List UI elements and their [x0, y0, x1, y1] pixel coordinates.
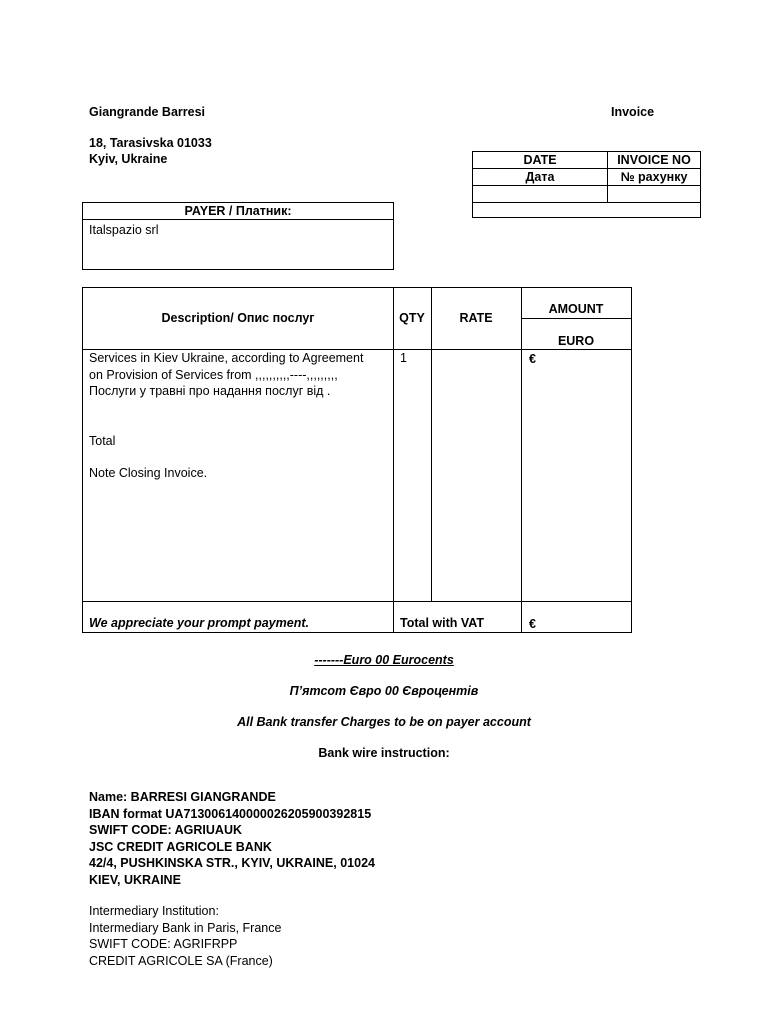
invoice-title: Invoice	[611, 105, 655, 119]
sender-block	[89, 104, 212, 168]
payer-header: PAYER / Платник:	[83, 203, 393, 220]
bank-details	[89, 789, 375, 888]
payer-box	[82, 202, 394, 270]
date-value	[473, 186, 608, 203]
amount-notes	[0, 652, 768, 776]
bank-detail-line: SWIFT CODE: AGRIUAUK	[89, 823, 242, 837]
bank-detail-line: Name: BARRESI GIANGRANDE	[89, 790, 276, 804]
invoice-no-value	[608, 186, 700, 203]
rate-header: RATE	[459, 311, 493, 325]
bank-detail-line: KIEV, UKRAINE	[89, 872, 181, 887]
bank-detail-line: IBAN format UA713006140000026205900392815	[89, 806, 372, 821]
date-header-en: DATE	[473, 152, 608, 169]
total-label: Total	[89, 433, 116, 448]
intermediary-line: Intermediary Bank in Paris, France	[89, 920, 282, 935]
intermediary-line: CREDIT AGRICOLE SA (France)	[89, 953, 273, 968]
description-line: Services in Kiev Ukraine, according to Agreement	[89, 351, 364, 365]
invoice-meta-table	[472, 151, 701, 218]
qty-header: QTY	[399, 311, 425, 325]
column-divider	[393, 288, 394, 632]
service-description	[89, 350, 363, 482]
column-divider	[431, 288, 432, 601]
description-line: Послуги у травні про надання послуг від .	[89, 384, 331, 398]
bank-wire-title: Bank wire instruction:	[318, 746, 450, 760]
amount-in-words-en: -------Euro 00 Eurocents	[314, 653, 454, 667]
sender-address-line2: Kyiv, Ukraine	[89, 152, 168, 166]
total-with-vat-label: Total with VAT	[400, 616, 485, 630]
bank-detail-line: JSC CREDIT AGRICOLE BANK	[89, 839, 272, 854]
date-header-ua: Дата	[473, 169, 608, 186]
description-line: on Provision of Services from ,,,,,,,,,,----,,,,,,,,,	[89, 367, 338, 382]
sender-address-line1: 18, Tarasivska 01033	[89, 135, 212, 150]
bank-detail-line: 42/4, PUSHKINSKA STR., KYIV, UKRAINE, 01024	[89, 856, 375, 870]
amount-header: AMOUNT	[548, 302, 604, 316]
intermediary-line: SWIFT CODE: AGRIFRPP	[89, 937, 238, 951]
invoice-no-header-ua: № рахунку	[608, 169, 700, 186]
intermediary-line: Intermediary Institution:	[89, 904, 219, 918]
services-table	[82, 287, 632, 633]
sender-name: Giangrande Barresi	[89, 105, 206, 119]
bank-charges-note: All Bank transfer Charges to be on payer account	[237, 715, 531, 729]
amount-in-words-ua: П’ятсот Євро 00 Євроцентів	[289, 684, 479, 698]
currency-header: EURO	[557, 334, 595, 348]
invoice-no-header-en: INVOICE NO	[608, 152, 700, 169]
intermediary-details	[89, 903, 281, 969]
qty-value: 1	[400, 351, 407, 365]
amount-value: €	[529, 352, 536, 366]
row-divider	[521, 318, 631, 319]
payment-message: We appreciate your prompt payment.	[89, 616, 309, 630]
description-header: Description/ Опис послуг	[161, 311, 315, 325]
total-with-vat-value: €	[529, 617, 536, 631]
note-text: Note Closing Invoice.	[89, 466, 208, 480]
payer-name: Italspazio srl	[89, 223, 159, 237]
row-divider	[83, 601, 631, 602]
